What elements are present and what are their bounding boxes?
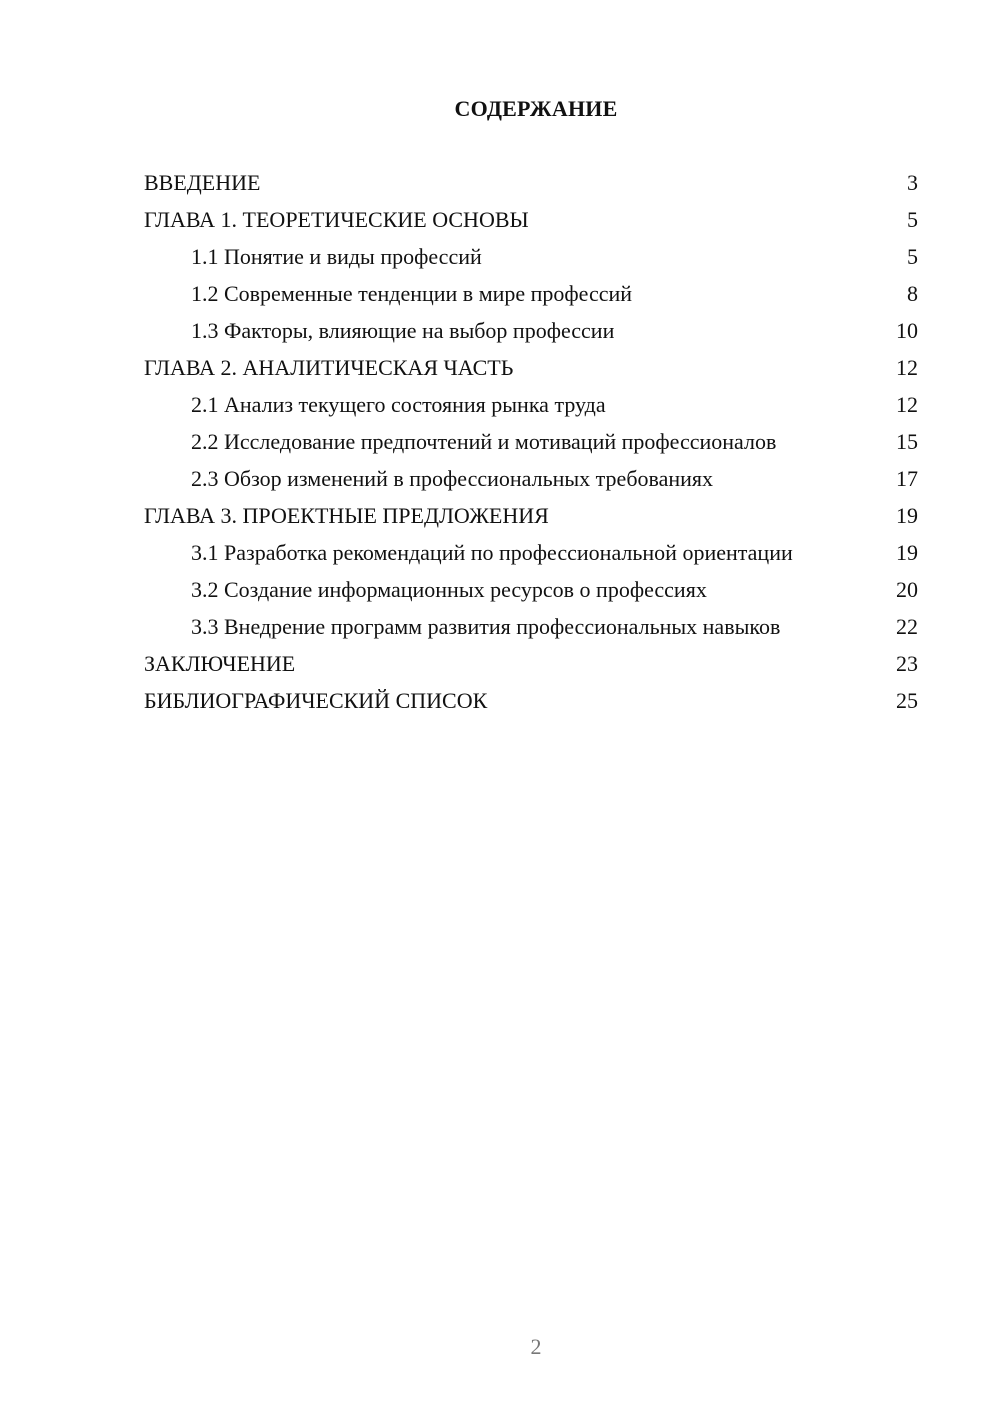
toc-entry-page: 12: [896, 355, 918, 380]
toc-entry: [144, 243, 918, 270]
toc-entry: [144, 576, 918, 603]
toc-entry-title: 2.2 Исследование предпочтений и мотиваций профессионалов: [191, 429, 777, 454]
toc-entry-page: 17: [896, 466, 918, 491]
toc-entry: [144, 465, 918, 492]
toc-entry-title: 2.3 Обзор изменений в профессиональных требованиях: [191, 466, 714, 491]
toc-entry: [144, 206, 918, 233]
toc-entry: [144, 354, 918, 381]
toc-entry-page: 23: [896, 651, 918, 676]
toc-entry-page: 20: [896, 577, 918, 602]
toc-entry-title: ГЛАВА 3. ПРОЕКТНЫЕ ПРЕДЛОЖЕНИЯ: [144, 503, 549, 528]
toc-entry: [144, 650, 918, 677]
toc-entry-page: 19: [896, 540, 918, 565]
toc-entry-title: 1.1 Понятие и виды профессий: [191, 244, 482, 269]
toc-entry-page: 3: [907, 170, 918, 195]
toc-entry-title: 3.2 Создание информационных ресурсов о профессиях: [191, 577, 707, 602]
toc-entry-title: ЗАКЛЮЧЕНИЕ: [144, 651, 296, 676]
toc-entry-page: 5: [907, 207, 918, 232]
toc-entry-title: 3.3 Внедрение программ развития профессиональных навыков: [191, 614, 781, 639]
toc-entry-page: 5: [907, 244, 918, 269]
toc-entry-title: 2.1 Анализ текущего состояния рынка труда: [191, 392, 606, 417]
toc-entry-title: 1.3 Факторы, влияющие на выбор профессии: [191, 318, 615, 343]
toc-entry-page: 22: [896, 614, 918, 639]
toc-entry: [144, 428, 918, 455]
toc-entry-title: ГЛАВА 2. АНАЛИТИЧЕСКАЯ ЧАСТЬ: [144, 355, 514, 380]
toc-entry-title: 3.1 Разработка рекомендаций по профессиональной ориентации: [191, 540, 793, 565]
toc-entry-title: ВВЕДЕНИЕ: [144, 170, 261, 195]
toc-entry: [144, 687, 918, 714]
toc-entry-page: 15: [896, 429, 918, 454]
toc-entry-title: БИБЛИОГРАФИЧЕСКИЙ СПИСОК: [144, 688, 488, 713]
toc-entry: [144, 391, 918, 418]
toc-entry-page: 8: [907, 281, 918, 306]
page-number: 2: [530, 1334, 542, 1359]
toc-entry-title: 1.2 Современные тенденции в мире профессий: [191, 281, 633, 306]
toc-entry-title: ГЛАВА 1. ТЕОРЕТИЧЕСКИЕ ОСНОВЫ: [144, 207, 529, 232]
toc-entry-page: 12: [896, 392, 918, 417]
toc-entry: [144, 317, 918, 344]
toc-entry-page: 19: [896, 503, 918, 528]
page-title: СОДЕРЖАНИЕ: [454, 96, 618, 121]
toc-entry: [144, 280, 918, 307]
toc-entry-page: 10: [896, 318, 918, 343]
toc-entry: [144, 169, 918, 196]
toc-entry: [144, 502, 918, 529]
toc-entry-page: 25: [896, 688, 918, 713]
table-of-contents: [144, 169, 918, 724]
toc-entry: [144, 539, 918, 566]
toc-entry: [144, 613, 918, 640]
